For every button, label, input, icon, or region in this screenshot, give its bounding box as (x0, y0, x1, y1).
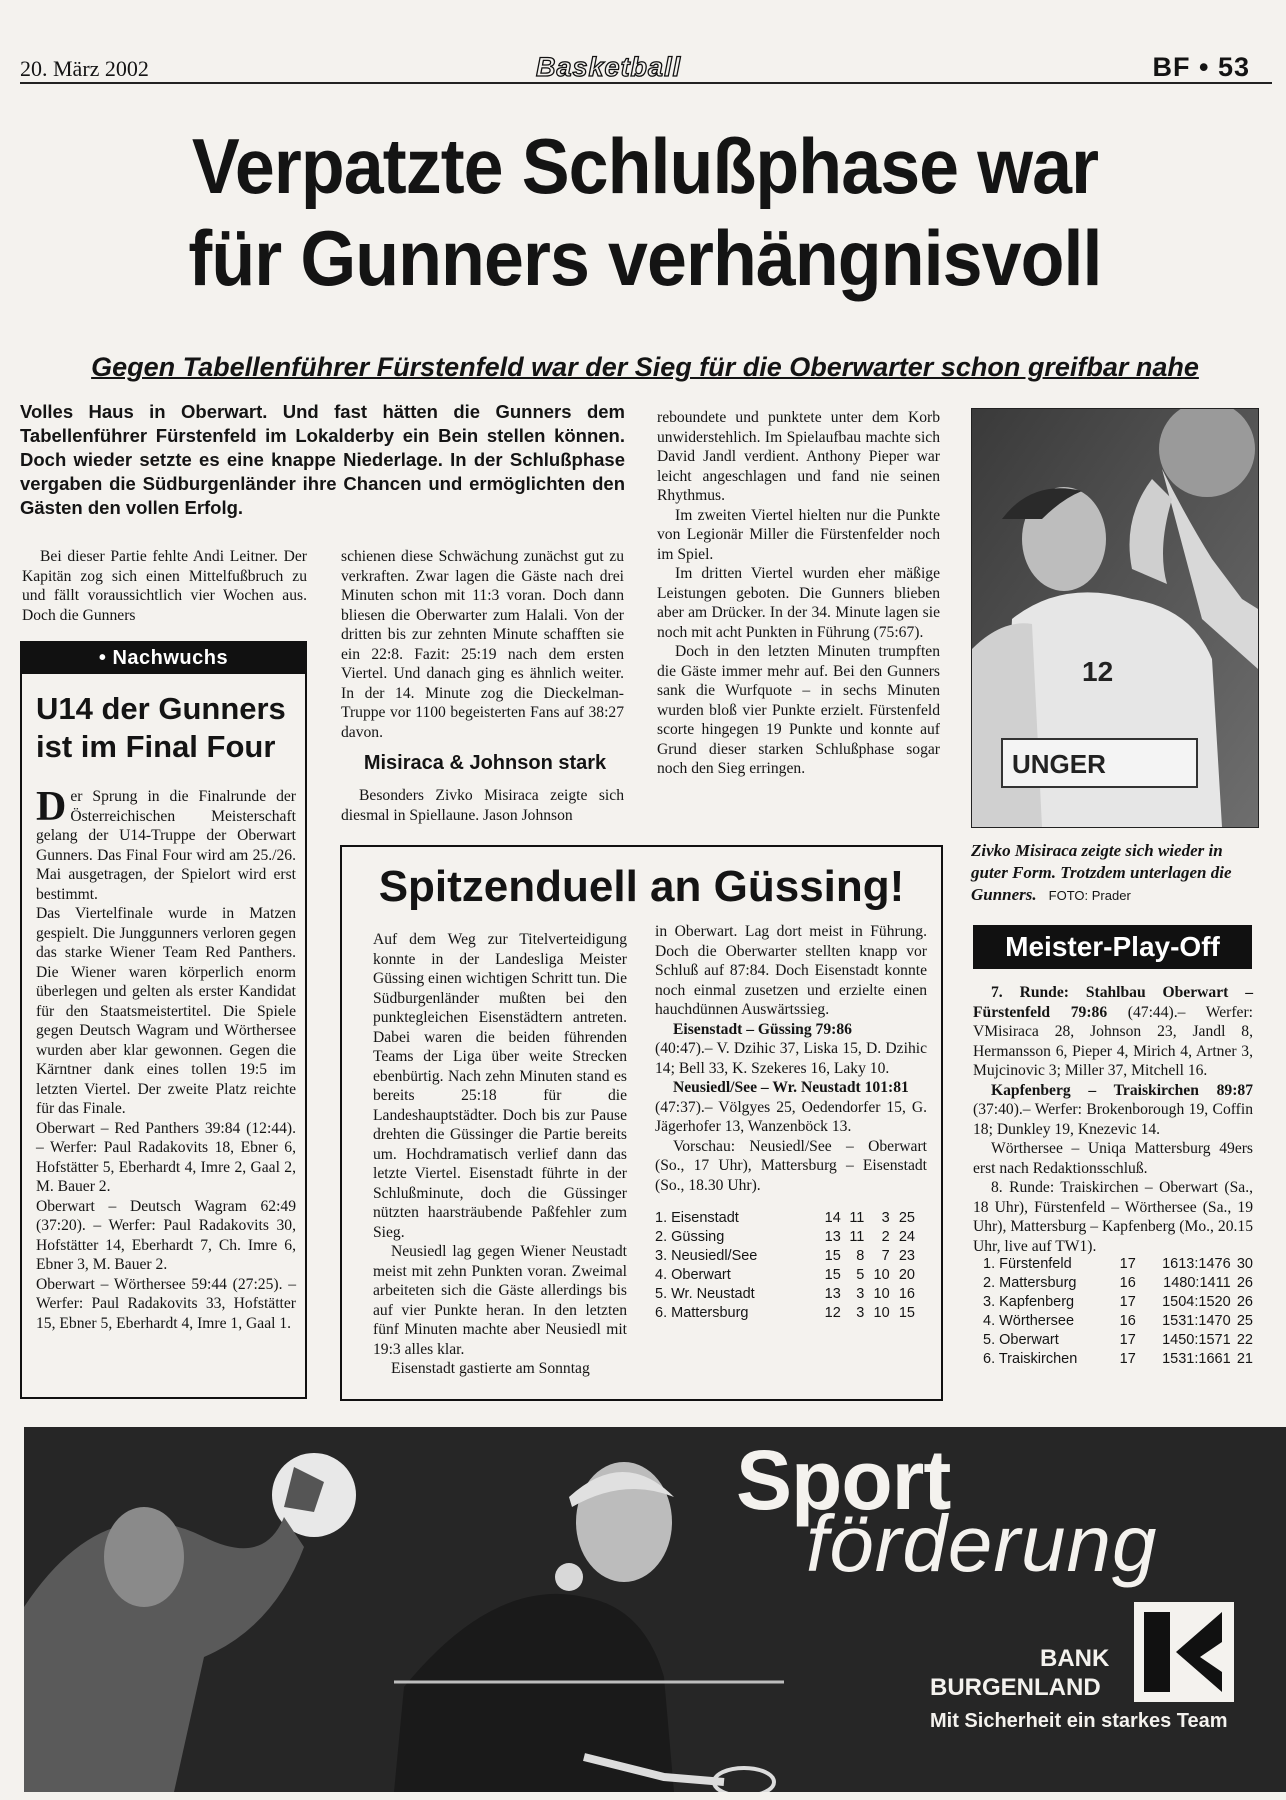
table-cell: 20 (898, 1267, 915, 1283)
table-cell: 2 (881, 1229, 890, 1245)
table-cell: 16 (1119, 1313, 1136, 1329)
table-cell: 3 (856, 1305, 865, 1321)
table-cell: 22 (1236, 1332, 1253, 1348)
table-row (983, 1312, 1253, 1331)
table-row (983, 1255, 1253, 1274)
article-column-2 (341, 547, 624, 742)
headline-line-1: Verpatzte Schlußphase war (191, 122, 1099, 210)
nachwuchs-body (36, 784, 296, 1333)
ad-headline-sport: Sport (736, 1433, 951, 1527)
table-row (655, 1266, 915, 1285)
nachwuchs-paragraph: Der Sprung in die Finalrunde der Österreichischen Meisterschaft gelang der U14-Truppe der Oberwart Gunners. Das Final Four wird am 25./26. Mai ausgetragen, der Spielort wird erst bestimmt. (36, 784, 296, 903)
photo-credit: FOTO: Prader (1048, 888, 1131, 903)
nachwuchs-result: Oberwart – Red Panthers 39:84 (12:44). – Werfer: Paul Radakovits 18, Ebner 6, Hofstätter 5, Eberhardt 4, Imre 2, Gaal 2, M. Bauer 2. (36, 1119, 296, 1195)
table-cell: 5. Oberwart (983, 1332, 1059, 1348)
table-cell: 5 (856, 1267, 865, 1283)
table-cell: 25 (898, 1210, 915, 1226)
table-row (655, 1209, 915, 1228)
table-cell: 2. Mattersburg (983, 1275, 1077, 1291)
result-detail: (40:47).– V. Dzihic 37, Liska 15, D. Dzihic 14; Bell 33, K. Szekeres 16, Laky 10. (655, 1040, 927, 1077)
table-cell: 1. Fürstenfeld (983, 1256, 1072, 1272)
table-cell: 26 (1236, 1294, 1253, 1310)
table-cell: 15 (898, 1305, 915, 1321)
svg-text:12: 12 (1082, 656, 1114, 687)
table-cell: 13 (824, 1286, 841, 1302)
table-cell: 10 (873, 1286, 890, 1302)
article-paragraph: Doch in den letzten Minuten trumpften die Gäste immer mehr auf. Bei den Gunners sank die Wurfquote – in sechs Minuten wurden bloß vier Punkte erzielt. Fürstenfeld scorte hingegen 19 Punkte und konnte auf Grund dieser starken Schlußphase sogar noch den Sieg erringen. (657, 643, 940, 777)
spitzenduell-paragraph: Auf dem Weg zur Titelverteidigung konnte in der Landesliga Meister Güssing einen wichtigen Schritt tun. Die Südburgenländer mußten bei den punktegleichen Eisenstädtern antreten. Dabei waren die beiden führenden Teams der Liga über weite Strecken ebenbürtig. Nach zehn Minuten stand es bereits 25:18 für die Landeshauptstädter. Doch bis zur Pause drehten die Güssinger die Partie bereits um. Hochdramatisch verlief dann das letzte Viertel. Eisenstadt führte in der Schlußminute, doch die Güssinger nützten haarsträubende Paßfehler zum Sieg. (373, 931, 627, 1241)
result-heading: Neusiedl/See – Wr. Neustadt 101:81 (673, 1079, 909, 1096)
nachwuchs-result: Oberwart – Wörthersee 59:44 (27:25). – Werfer: Paul Radakovits 33, Hofstätter 15, Ebner 5, Eberhardt 4, Imre 1, Gaal 1. (36, 1275, 296, 1332)
article-column-2-cont (341, 786, 624, 825)
spitzenduell-paragraph: in Oberwart. Lag dort meist in Führung. Doch die Oberwarter stellten knapp vor Schluß auf 87:84. Doch Eisenstadt konnte noch einmal zusetzen und erzielte einen hauchdünnen Auswärtssieg. (655, 923, 927, 1018)
nachwuchs-paragraph: Das Viertelfinale wurde in Matzen gespielt. Die Junggunners verloren gegen das starke Wiener Team Red Panthers. Die Wiener waren körperlich enorm überlegen und gelten als erster Kandidat für den Staatsmeistertitel. Die Spiele gegen Deutsch Wagram und Wörthersee wurden aber klar gewonnen. Gegen die Kärntner dank eines tollen 19:5 im letzten Viertel. Der zweite Platz reichte für das Finale. (36, 905, 296, 1117)
landesliga-table (655, 1209, 915, 1323)
article-paragraph: Im zweiten Viertel hielten nur die Punkte von Legionär Miller die Fürstenfelder noch im Spiel. (657, 506, 940, 563)
table-cell: 1531:1470 (1162, 1313, 1231, 1329)
table-row (655, 1228, 915, 1247)
table-cell: 7 (881, 1248, 890, 1264)
table-row (655, 1247, 915, 1266)
tennis-ball-icon (555, 1563, 583, 1591)
meister-playoff-label: Meister-Play-Off (973, 925, 1252, 969)
nachwuchs-label: • Nachwuchs (22, 643, 305, 674)
nachwuchs-title: U14 der Gunners ist im Final Four (36, 691, 286, 764)
playoff-paragraph: Kapfenberg – Traiskirchen 89:87 (37:40).– Werfer: Brokenborough 19, Coffin 18; Dunkley 19, Knezevic 14. (973, 1081, 1253, 1138)
table-cell: 3. Kapfenberg (983, 1294, 1075, 1310)
table-cell: 14 (824, 1210, 841, 1226)
table-cell: 16 (898, 1286, 915, 1302)
table-cell: 1480:1411 (1163, 1275, 1231, 1291)
table-cell: 17 (1119, 1294, 1136, 1310)
table-row (983, 1350, 1253, 1369)
table-cell: 6. Mattersburg (655, 1305, 749, 1321)
table-cell: 4. Oberwart (655, 1267, 731, 1283)
section-label: Basketball (536, 52, 682, 82)
table-cell: 3. Neusiedl/See (655, 1248, 758, 1264)
lead-paragraph: Volles Haus in Oberwart. Und fast hätten die Gunners dem Tabellenführer Fürstenfeld im Lokalderby ein Bein stellen können. Doch wieder setzte es eine knappe Niederlage. In der Schlußphase vergaben die Südburgenländer ihre Chancen und ermöglichten den Gästen den vollen Erfolg. (20, 401, 625, 518)
table-row (983, 1331, 1253, 1350)
table-cell: 13 (824, 1229, 841, 1245)
result-detail: (47:37).– Völgyes 25, Oedendorfer 15, G. Jägerhofer 13, Wanzenböck 13. (655, 1098, 927, 1135)
table-cell: 10 (873, 1305, 890, 1321)
table-cell: 1450:1571 (1162, 1332, 1231, 1348)
drop-cap: D (36, 784, 67, 830)
playoff-table-wrapper (983, 1255, 1253, 1369)
photo-caption: Zivko Misiraca zeigte sich wieder in guter Form. Trotzdem unterlagen die Gunners. FOTO: Prader (971, 841, 1232, 904)
table-cell: 17 (1119, 1332, 1136, 1348)
table-cell: 1613:1476 (1162, 1256, 1231, 1272)
table-cell: 15 (824, 1248, 841, 1264)
table-row (983, 1293, 1253, 1312)
spitzenduell-paragraph: Vorschau: Neusiedl/See – Oberwart (So., 17 Uhr), Mattersburg – Eisenstadt (So., 18.30 Uhr). (655, 1137, 927, 1194)
article-paragraph: schienen diese Schwächung zunächst gut zu verkraften. Zwar lagen die Gäste nach drei Minuten schon mit 11:3 voran. Doch dann bliesen die Oberwarter zum Halali. Von der dritten bis zur zehnten Minute schafften sie ein 22:8. Fazit: 25:19 nach dem ersten Viertel. Und danach ging es ähnlich weiter. In der 14. Minute zog die Dieckelman-Truppe vor 1100 begeisterten Fans auf 38:27 davon. (341, 548, 624, 741)
table-row (655, 1304, 915, 1323)
table-cell: 21 (1236, 1351, 1253, 1367)
table-cell: 16 (1119, 1275, 1136, 1291)
headline-line-2: für Gunners verhängnisvoll (188, 214, 1102, 302)
player-photo (971, 408, 1259, 828)
table-cell: 24 (898, 1229, 915, 1245)
article-paragraph: Besonders Zivko Misiraca zeigte sich diesmal in Spiellaune. Jason Johnson (341, 787, 624, 824)
table-cell: 26 (1236, 1275, 1253, 1291)
subheadline: Gegen Tabellenführer Fürstenfeld war der Sieg für die Oberwarter schon greifbar nahe (91, 352, 1199, 382)
table-cell: 30 (1236, 1256, 1253, 1272)
table-row (983, 1274, 1253, 1293)
bank-logo-icon (1134, 1602, 1234, 1702)
table-cell: 2. Güssing (655, 1229, 725, 1245)
headline (88, 120, 1201, 304)
table-cell: 4. Wörthersee (983, 1313, 1075, 1329)
ad-slogan: Mit Sicherheit ein starkes Team (930, 1710, 1228, 1732)
table-cell: 17 (1119, 1256, 1136, 1272)
spitzenduell-title: Spitzenduell an Güssing! (378, 862, 905, 911)
spitzenduell-column-1 (373, 930, 627, 1379)
table-cell: 1504:1520 (1162, 1294, 1231, 1310)
playoff-paragraph: 8. Runde: Traiskirchen – Oberwart (Sa., 18 Uhr), Fürstenfeld – Wörthersee (Sa., 19 Uhr), Mattersburg – Kapfenberg (Mo., 20.15 Uhr, live auf TW1). (973, 1179, 1253, 1255)
table-cell: 11 (849, 1210, 865, 1226)
table-cell: 8 (856, 1248, 865, 1264)
article-subhead: Misiraca & Johnson stark (363, 752, 607, 774)
table-cell: 12 (824, 1305, 841, 1321)
ad-bank-name-1: BANK (1040, 1645, 1110, 1672)
ad-bank-name-2: BURGENLAND (930, 1674, 1101, 1701)
table-cell: 25 (1236, 1313, 1253, 1329)
table-cell: 3 (881, 1210, 890, 1226)
nachwuchs-result: Oberwart – Deutsch Wagram 62:49 (37:20). – Werfer: Paul Radakovits 30, Hofstätter 14, Eberhardt 7, Ch. Imre 6, Ebner 3, M. Bauer 2. (36, 1197, 296, 1273)
table-cell: 6. Traiskirchen (983, 1351, 1078, 1367)
spitzenduell-column-2 (655, 922, 927, 1323)
table-cell: 3 (856, 1286, 865, 1302)
advertisement (24, 1427, 1286, 1792)
spitzenduell-paragraph: Neusiedl lag gegen Wiener Neustadt meist mit zehn Punkten voran. Zweimal arbeiteten sich die Gäste allerdings bis auf vier Punkte heran. In den letzten fünf Minuten machte aber Neusiedl mit 19:3 alles klar. (373, 1243, 627, 1358)
table-cell: 11 (849, 1229, 865, 1245)
article-column-1 (22, 547, 307, 625)
ad-headline-foerderung: förderung (806, 1499, 1158, 1588)
article-paragraph: Im dritten Viertel wurden eher mäßige Leistungen geboten. Die Gunners blieben aber am Drücker. In der 34. Minute lagen sie noch mit acht Punkten in Führung (75:67). (657, 565, 940, 641)
article-paragraph: reboundete und punktete unter dem Korb unwiderstehlich. Im Spielaufbau machte sich David Jandl verdient. Anthony Pieper war leicht angeschlagen und fand nie seinen Rhythmus. (657, 409, 940, 504)
table-cell: 15 (824, 1267, 841, 1283)
playoff-paragraph: 7. Runde: Stahlbau Oberwart – Fürstenfeld 79:86 (47:44).– Werfer: VMisiraca 28, Johnson 23, Jandl 8, Hermansson 6, Pieper 4, Mirich 4, Artner 3, Mujcinovic 3; Miller 37, Mitchell 16. (973, 984, 1253, 1079)
table-cell: 10 (873, 1267, 890, 1283)
meister-playoff-body (973, 983, 1253, 1256)
article-paragraph: Bei dieser Partie fehlte Andi Leitner. Der Kapitän zog sich einen Mittelfußbruch zu und fällt voraussichtlich vier Wochen aus. Doch die Gunners (22, 548, 307, 624)
table-cell: 1. Eisenstadt (655, 1210, 739, 1226)
header-rule (20, 82, 1272, 84)
table-cell: 5. Wr. Neustadt (655, 1286, 755, 1302)
table-cell: 1531:1661 (1162, 1351, 1231, 1367)
playoff-table (983, 1255, 1253, 1369)
article-column-3 (657, 408, 940, 779)
table-row (655, 1285, 915, 1304)
issue-date: 20. März 2002 (20, 56, 149, 81)
table-cell: 23 (898, 1248, 915, 1264)
playoff-paragraph: Wörthersee – Uniqa Mattersburg 49ers erst nach Redaktionsschluß. (973, 1140, 1253, 1177)
spitzenduell-paragraph: Eisenstadt gastierte am Sonntag (391, 1360, 590, 1377)
svg-text:UNGER: UNGER (1012, 749, 1106, 779)
table-cell: 17 (1119, 1351, 1136, 1367)
page-number: BF • 53 (1152, 52, 1250, 82)
result-heading: Eisenstadt – Güssing 79:86 (673, 1020, 852, 1038)
